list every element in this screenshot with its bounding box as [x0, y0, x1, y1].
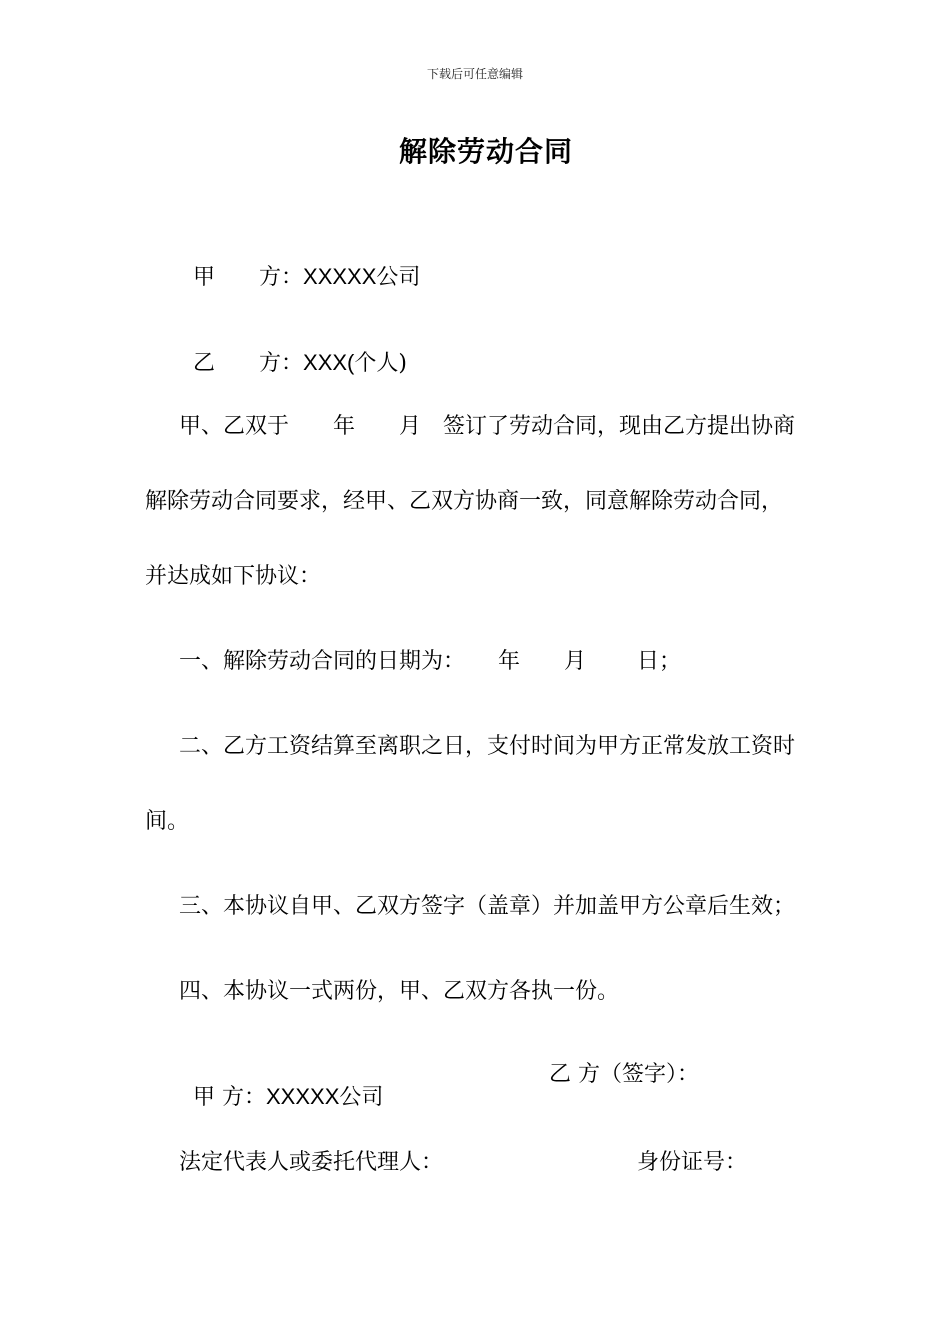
party-b-line	[179, 330, 407, 375]
clause-2-line-2: 间。	[145, 809, 190, 834]
signature-representative: 法定代表人或委托代理人：	[179, 1150, 444, 1175]
signature-party-a	[179, 1064, 383, 1109]
party-b-suffix: 个人)	[354, 351, 407, 376]
intro-line-1: 甲、乙双于 年 月 签订了劳动合同，现由乙方提出协商	[179, 414, 796, 439]
signature-party-a-suffix: 公司	[339, 1085, 384, 1110]
party-a-label: 甲 方：	[193, 265, 304, 290]
signature-party-b: 乙 方（签字）：	[549, 1062, 699, 1087]
party-b-value: XXX(	[303, 350, 355, 375]
party-a-line	[179, 244, 420, 289]
signature-party-a-label: 甲 方：	[193, 1085, 266, 1110]
clause-2-line-1: 二、乙方工资结算至离职之日，支付时间为甲方正常发放工资时	[179, 734, 796, 759]
header-note: 下载后可任意编辑	[426, 67, 523, 81]
party-a-suffix: 公司	[376, 265, 421, 290]
intro-line-2: 解除劳动合同要求，经甲、乙双方协商一致，同意解除劳动合同，	[145, 489, 784, 514]
party-b-label: 乙 方：	[193, 351, 304, 376]
clause-4: 四、本协议一式两份，甲、乙双方各执一份。	[179, 979, 620, 1004]
clause-3: 三、本协议自甲、乙双方签字（盖章）并加盖甲方公章后生效；	[179, 894, 796, 919]
party-a-value: XXXXX	[303, 264, 377, 289]
document-title: 解除劳动合同	[398, 135, 573, 168]
clause-1: 一、解除劳动合同的日期为： 年 月 日；	[179, 649, 681, 674]
intro-line-3: 并达成如下协议：	[145, 564, 322, 589]
signature-party-a-value: XXXXX	[266, 1084, 340, 1109]
signature-id-number: 身份证号：	[637, 1150, 748, 1175]
